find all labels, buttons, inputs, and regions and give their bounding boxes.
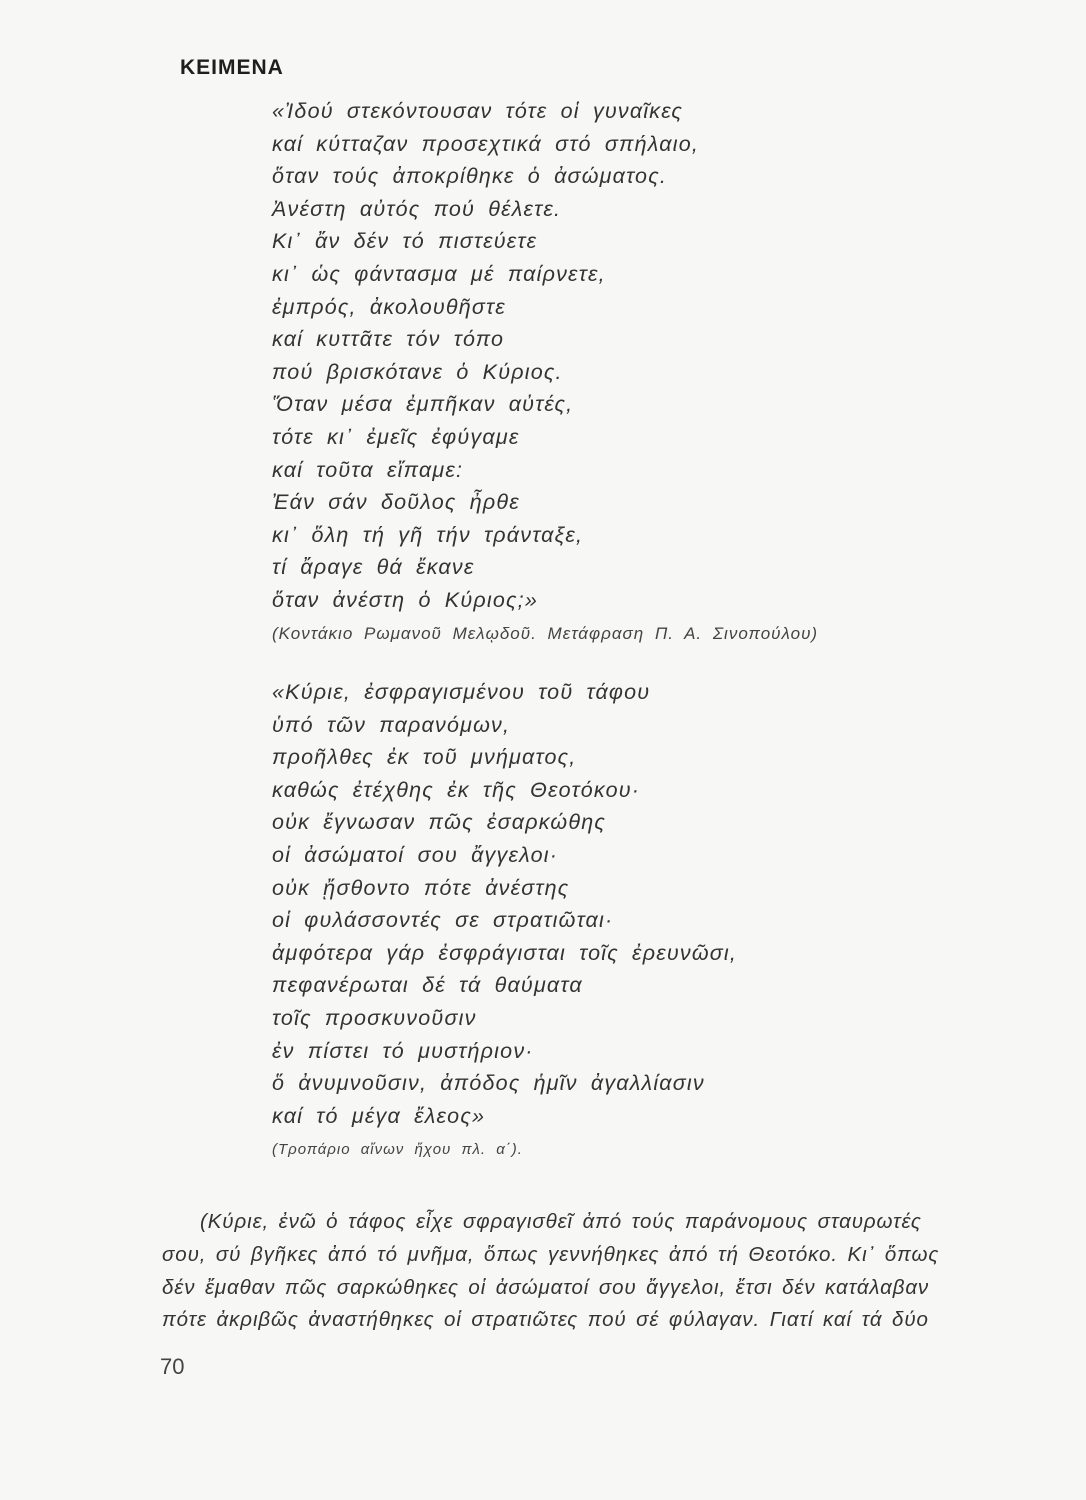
verse-line: καί κυττᾶτε τόν τόπο	[272, 327, 505, 352]
kontakion-source: (Κοντάκιο Ρωμανοῦ Μελῳδοῦ. Μετάφραση Π. Α. Σινοπούλου)	[272, 624, 819, 643]
verse-line: τί ἄραγε θά ἔκανε	[272, 555, 475, 580]
verse-line: καί τό μέγα ἔλεος»	[272, 1103, 486, 1128]
paragraph-line: πότε ἀκριβῶς ἀναστήθηκες οἱ στρατιῶτες πού σέ φύλαγαν. Γιατί καί τά δύο	[162, 1308, 929, 1332]
verse-line: κι᾿ ὅλη τή γῆ τήν τράνταξε,	[272, 522, 584, 547]
troparion-source: (Τροπάριο αἴνων ἤχου πλ. α΄).	[272, 1141, 523, 1158]
verse-line: τότε κι᾿ ἐμεῖς ἐφύγαμε	[272, 424, 520, 449]
verse-line: ὅταν ἀνέστη ὁ Κύριος;»	[272, 587, 538, 612]
verse-line: προῆλθες ἐκ τοῦ μνήματος,	[272, 745, 577, 770]
paragraph-line: δέν ἔμαθαν πῶς σαρκώθηκες οἱ ἀσώματοί σου ἄγγελοι, ἔτσι δέν κατάλαβαν	[162, 1275, 930, 1299]
verse-line: «Κύριε, ἐσφραγισμένου τοῦ τάφου	[272, 680, 651, 704]
verse-line: κι᾿ ὡς φάντασμα μέ παίρνετε,	[272, 261, 606, 286]
verse-line: ἐμπρός, ἀκολουθῆστε	[272, 294, 506, 319]
verse-line: Ἐάν σάν δοῦλος ἦρθε	[272, 490, 520, 515]
verse-line: πού βρισκότανε ὁ Κύριος.	[272, 359, 563, 384]
verse-line: πεφανέρωται δέ τά θαύματα	[272, 973, 583, 998]
verse-line: οἱ ἀσώματοί σου ἄγγελοι·	[272, 842, 559, 867]
verse-line: Ὅταν μέσα ἐμπῆκαν αὐτές,	[272, 392, 574, 417]
translation-paragraph	[162, 1206, 1010, 1337]
kontakion-verse	[272, 95, 699, 617]
paragraph-line: σου, σύ βγῆκες ἀπό τό μνῆμα, ὅπως γεννήθηκες ἀπό τή Θεοτόκο. Κι᾿ ὅπως	[162, 1242, 940, 1266]
verse-line: καθώς ἐτέχθης ἐκ τῆς Θεοτόκου·	[272, 777, 641, 802]
verse-line: οὐκ ἔγνωσαν πῶς ἐσαρκώθης	[272, 810, 606, 835]
paragraph-line: (Κύριε, ἐνῶ ὁ τάφος εἶχε σφραγισθεῖ ἀπό τούς παράνομους σταυρωτές	[200, 1210, 922, 1233]
verse-line: ὅ ἀνυμνοῦσιν, ἀπόδος ἡμῖν ἀγαλλίασιν	[272, 1071, 705, 1096]
page-number: 70	[160, 1354, 185, 1379]
verse-line: Κι᾿ ἄν δέν τό πιστεύετε	[272, 229, 538, 254]
verse-line: ὅταν τούς ἀποκρίθηκε ὁ ἀσώματος.	[272, 164, 668, 189]
verse-line: οἱ φυλάσσοντές σε στρατιῶται·	[272, 908, 614, 933]
verse-line: ἀμφότερα γάρ ἐσφράγισται τοῖς ἐρευνῶσι,	[272, 940, 738, 965]
verse-line: ἐν πίστει τό μυστήριον·	[272, 1038, 534, 1063]
verse-line: Ἀνέστη αὐτός πού θέλετε.	[272, 196, 562, 221]
verse-line: ὑπό τῶν παρανόμων,	[272, 712, 511, 737]
verse-line: οὐκ ᾔσθοντο πότε ἀνέστης	[272, 875, 570, 900]
verse-line: «Ἰδού στεκόντουσαν τότε οἱ γυναῖκες	[272, 99, 683, 123]
verse-line: καί κύτταζαν προσεχτικά στό σπήλαιο,	[272, 131, 700, 156]
verse-line: τοῖς προσκυνοῦσιν	[272, 1005, 477, 1030]
verse-line: καί τοῦτα εἴπαμε:	[272, 457, 464, 482]
section-title: ΚΕΙΜΕΝΑ	[180, 56, 284, 79]
troparion-verse	[272, 676, 737, 1132]
